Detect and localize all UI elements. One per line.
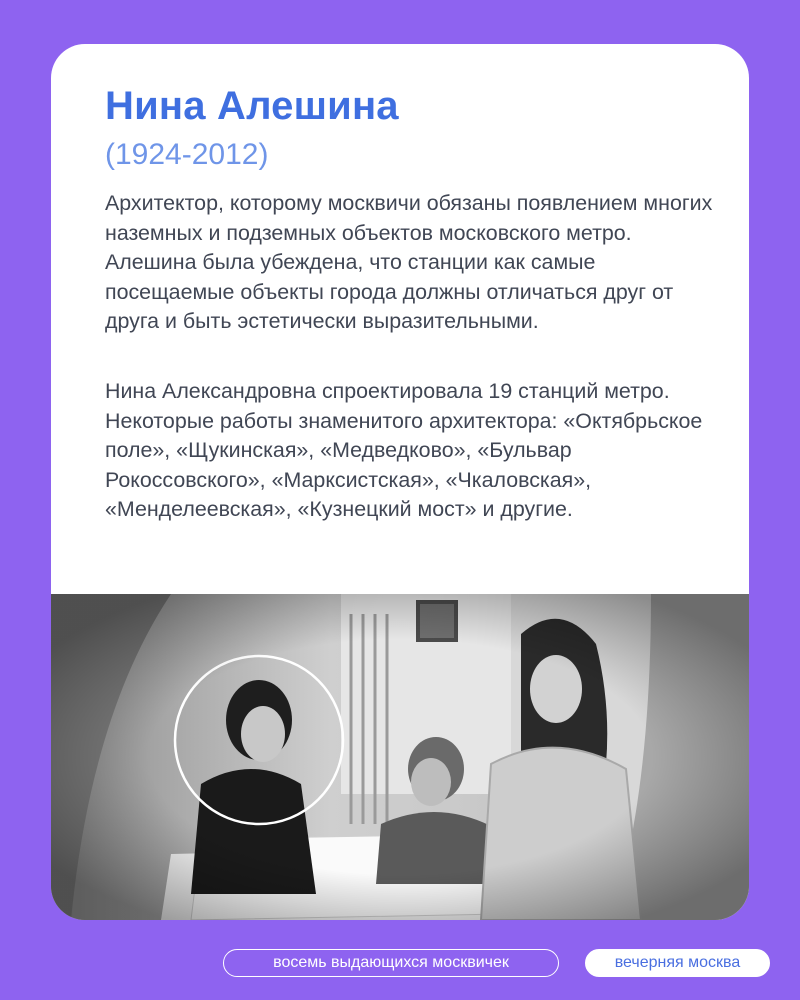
works-paragraph: Нина Александровна спроектировала 19 станций метро. Некоторые работы знаменитого архитектора: «Октябрьское поле», «Щукинская», «Медведково», «Бульвар Рокоссовского», «Марксистская», «Чкаловская», «Менделеевская», «Кузнецкий мост» и другие. [105, 379, 703, 522]
life-years: (1924-2012) [105, 138, 269, 171]
biography-paragraph: Архитектор, которому москвичи обязаны появлением многих наземных и подземных объектов московского метро. Алешина была убеждена, что станции как самые посещаемые объекты города должны отличаться друг от друга и быть эстетически выразительными. [105, 191, 713, 334]
archival-photo [51, 594, 749, 920]
profile-card [51, 44, 749, 920]
person-name: Нина Алешина [105, 84, 399, 128]
series-tag: восемь выдающихся москвичек [223, 949, 559, 977]
brand-tag: вечерняя москва [585, 949, 770, 977]
